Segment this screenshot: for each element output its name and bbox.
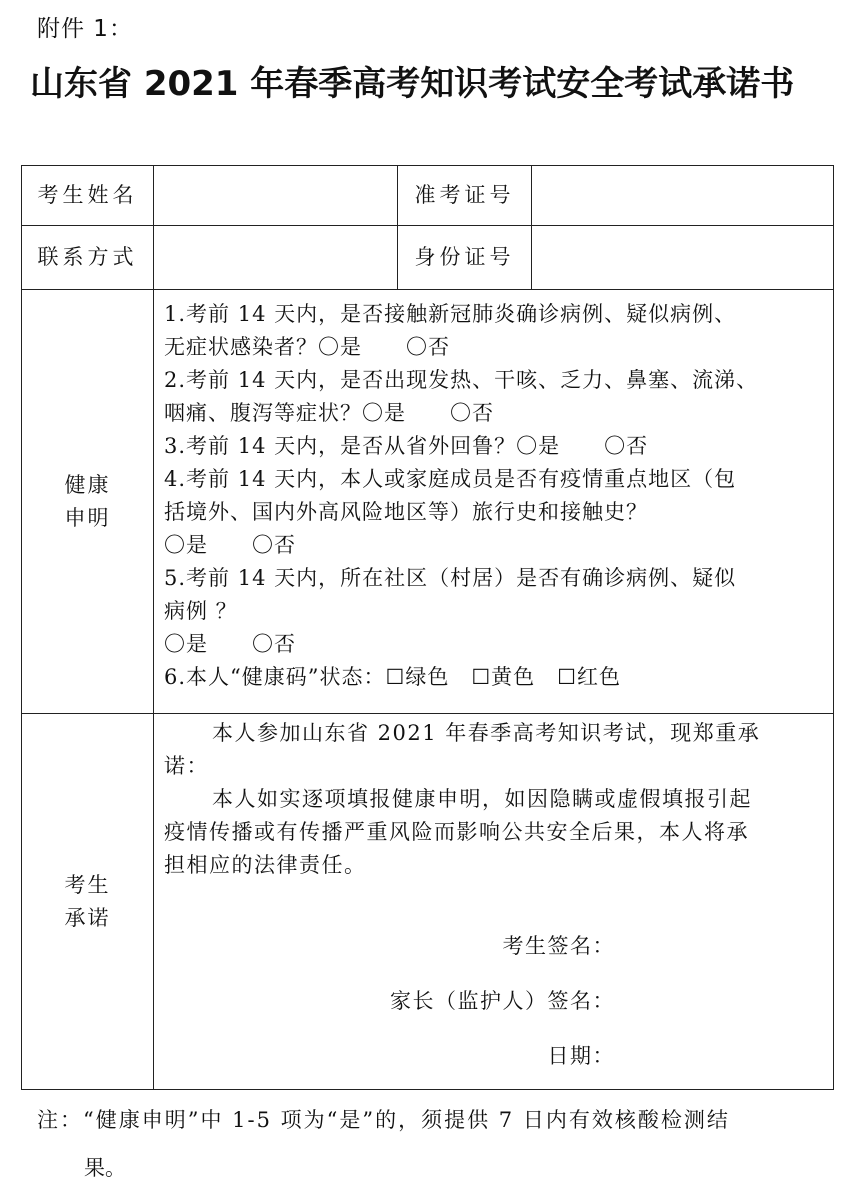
health-line: 括境外、国内外高风险地区等）旅行史和接触史？ <box>164 500 648 524</box>
health-declaration-label <box>22 290 154 714</box>
id-card-label: 身份证号 <box>398 226 532 290</box>
health-line: 1.考前 14 天内，是否接触新冠肺炎确诊病例、疑似病例、 <box>164 302 737 326</box>
footnote: 注：“健康申明”中 1-5 项为“是”的，须提供 7 日内有效核酸检测结 <box>37 1108 730 1132</box>
exam-id-field[interactable] <box>532 166 834 226</box>
pledge-label-line1: 考生 <box>64 872 111 897</box>
name-field[interactable] <box>154 166 398 226</box>
health-label-line1: 健康 <box>64 472 111 497</box>
name-label: 考生姓名 <box>22 166 154 226</box>
health-line: 5.考前 14 天内，所在社区（村居）是否有确诊病例、疑似 <box>164 566 737 590</box>
page-title: 山东省 2021 年春季高考知识考试安全考试承诺书 <box>30 64 795 104</box>
pledge-label-line2: 承诺 <box>64 905 111 930</box>
health-line: 2.考前 14 天内，是否出现发热、干咳、乏力、鼻塞、流涕、 <box>164 368 759 392</box>
guardian-signature-field[interactable]: 家长（监护人）签名： <box>390 989 615 1013</box>
health-line[interactable]: 咽痛、腹泻等症状？〇是 〇否 <box>164 401 494 425</box>
pledge-content <box>154 714 834 1090</box>
health-line: 4.考前 14 天内，本人或家庭成员是否有疫情重点地区（包 <box>164 467 737 491</box>
contact-field[interactable] <box>154 226 398 290</box>
id-card-field[interactable] <box>532 226 834 290</box>
health-line: 病例 ？ <box>164 599 238 623</box>
contact-label: 联系方式 <box>22 226 154 290</box>
pledge-paragraph-2-end: 担相应的法律责任。 <box>164 853 367 877</box>
date-field[interactable]: 日期： <box>547 1044 615 1068</box>
pledge-paragraph-1: 本人参加山东省 2021 年春季高考知识考试，现郑重承 <box>212 721 761 745</box>
pledge-label <box>22 714 154 1090</box>
health-line[interactable]: 〇是 〇否 <box>164 533 296 557</box>
health-line[interactable]: 3.考前 14 天内，是否从省外回鲁？〇是 〇否 <box>164 434 649 458</box>
student-signature-field[interactable]: 考生签名： <box>502 934 615 958</box>
pledge-paragraph-2-cont: 疫情传播或有传播严重风险而影响公共安全后果，本人将承 <box>164 820 749 844</box>
health-line[interactable]: 〇是 〇否 <box>164 632 296 656</box>
commitment-form-table <box>21 165 834 1090</box>
footnote-cont: 果。 <box>84 1156 126 1180</box>
exam-id-label: 准考证号 <box>398 166 532 226</box>
health-line[interactable]: 无症状感染者？〇是 〇否 <box>164 335 450 359</box>
health-label-line2: 申明 <box>64 505 111 530</box>
health-code-status-line[interactable]: 6.本人“健康码”状态：☐绿色 ☐黄色 ☐红色 <box>164 665 621 689</box>
pledge-paragraph-2: 本人如实逐项填报健康申明，如因隐瞒或虚假填报引起 <box>212 787 752 811</box>
health-declaration-content <box>154 290 834 714</box>
pledge-paragraph-1-cont: 诺： <box>164 754 209 778</box>
attachment-label: 附件 1： <box>37 16 133 42</box>
